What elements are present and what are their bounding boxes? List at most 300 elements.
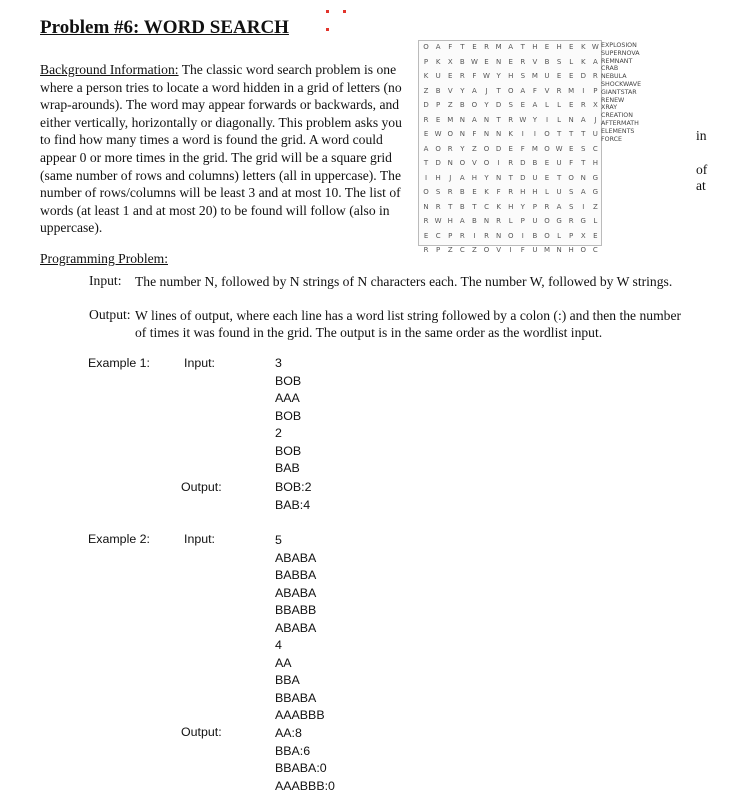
- grid-cell: B: [435, 86, 441, 95]
- grid-cell: U: [532, 217, 538, 226]
- grid-cell: R: [435, 202, 441, 211]
- grid-cell: U: [556, 188, 562, 197]
- grid-cell: R: [508, 188, 514, 197]
- example-line: AA:8: [275, 726, 302, 740]
- grid-cell: P: [423, 57, 429, 66]
- grid-cell: N: [495, 173, 502, 182]
- grid-cell: I: [545, 115, 549, 124]
- grid-cell: O: [544, 144, 550, 153]
- example-line: AA: [275, 655, 292, 670]
- example-line: BOB: [275, 408, 302, 423]
- grid-cell: B: [459, 188, 465, 197]
- grid-cell: O: [568, 173, 574, 182]
- grid-cell: L: [545, 188, 549, 197]
- grid-cell: H: [447, 217, 453, 226]
- grid-cell: B: [532, 231, 538, 240]
- example-1-output: [275, 479, 312, 514]
- example-line: BAB:4: [275, 497, 311, 512]
- output-label: Output:: [89, 307, 131, 322]
- puzzle-word: CREATION: [601, 112, 633, 120]
- grid-cell: A: [472, 115, 477, 124]
- grid-cell: U: [592, 130, 598, 139]
- grid-cell: B: [544, 57, 550, 66]
- example-2-input: [275, 532, 325, 725]
- example-line: 3: [275, 356, 282, 370]
- grid-cell: R: [496, 217, 502, 226]
- grid-cell: Y: [496, 72, 501, 81]
- example-line: 2: [275, 426, 282, 440]
- grid-cell: A: [459, 217, 465, 226]
- grid-cell: W: [434, 130, 442, 139]
- grid-cell: R: [423, 115, 429, 124]
- input-description: The number N, followed by N strings of N characters each. The number W, followed by W strings.: [135, 274, 673, 289]
- example-1-output-label: Output:: [181, 480, 222, 494]
- grid-cell: M: [447, 115, 454, 124]
- grid-cell: L: [557, 101, 562, 110]
- grid-cell: R: [520, 57, 526, 66]
- grid-cell: P: [532, 202, 537, 211]
- grid-cell: T: [460, 43, 465, 52]
- example-line: AAABBB: [275, 708, 325, 722]
- grid-cell: D: [520, 159, 526, 168]
- grid-cell: H: [435, 173, 441, 182]
- puzzle-word: XRAY: [601, 104, 618, 112]
- grid-cell: U: [532, 246, 538, 255]
- grid-cell: M: [531, 144, 538, 153]
- grid-cell: K: [580, 43, 586, 52]
- grid-cell: B: [472, 217, 477, 226]
- example-line: 4: [275, 638, 282, 652]
- grid-cell: K: [423, 72, 429, 81]
- grid-cell: Z: [447, 101, 453, 110]
- grid-cell: E: [508, 57, 513, 66]
- grid-row: [420, 156, 601, 171]
- grid-cell: T: [508, 173, 513, 182]
- grid-cell: C: [484, 202, 489, 211]
- grid-cell: V: [472, 159, 477, 168]
- grid-cell: I: [473, 231, 476, 240]
- puzzle-word-list: [601, 42, 671, 143]
- grid-cell: D: [495, 144, 502, 153]
- grid-cell: N: [447, 159, 453, 168]
- example-line: BBABA:0: [275, 761, 327, 775]
- grid-cell: N: [568, 115, 574, 124]
- example-line: BOB: [275, 373, 302, 388]
- grid-row: [420, 127, 601, 142]
- grid-cell: C: [435, 231, 441, 240]
- grid-cell: D: [435, 159, 441, 168]
- grid-cell: V: [496, 246, 501, 255]
- grid-cell: T: [556, 173, 562, 182]
- grid-cell: O: [544, 231, 550, 240]
- grid-cell: C: [459, 246, 465, 255]
- grid-cell: T: [496, 115, 501, 124]
- puzzle-word: FORCE: [601, 135, 623, 143]
- grid-cell: N: [580, 173, 586, 182]
- grid-cell: R: [508, 115, 514, 124]
- grid-cell: Z: [423, 86, 429, 95]
- grid-cell: E: [520, 101, 526, 110]
- example-2-output: [275, 725, 335, 795]
- grid-cell: R: [580, 101, 586, 110]
- grid-cell: S: [508, 101, 513, 110]
- grid-cell: A: [556, 202, 562, 211]
- grid-cell: R: [459, 231, 465, 240]
- margin-word: of: [696, 162, 708, 177]
- grid-cell: E: [484, 57, 489, 66]
- background-text: The classic word search problem is one where a person tries to locate a word hidden in a grid of letters (no wrap-arounds). The word may appear forwards or backwards, and either vertically, horizontally or diagonally. This problem asks you to find how many times a word is found the grid. A word could appear 0 or more times in the grid. The grid will be a square grid (same number of rows and columns) letters (all in uppercase). The number of rows/columns will be least 3 and at most 10. The list of words (at least 1 and at most 20) to be found will follow (also in uppercase).: [40, 62, 402, 236]
- puzzle-word: AFTERMATH: [601, 119, 639, 127]
- grid-cell: W: [470, 57, 478, 66]
- example-line: ABABA: [275, 585, 317, 600]
- example-line: BBA:6: [275, 743, 311, 758]
- grid-cell: E: [472, 188, 477, 197]
- grid-cell: X: [592, 101, 598, 110]
- grid-cell: T: [520, 43, 525, 52]
- grid-cell: W: [555, 144, 563, 153]
- grid-cell: D: [495, 101, 502, 110]
- grid-cell: R: [447, 144, 453, 153]
- grid-cell: N: [459, 130, 465, 139]
- example-line: AAABBB:0: [275, 778, 335, 793]
- grid-cell: E: [544, 43, 550, 52]
- grid-cell: Z: [592, 202, 598, 211]
- grid-cell: O: [459, 159, 466, 168]
- grid-cell: R: [484, 231, 489, 240]
- grid-cell: E: [593, 231, 598, 240]
- grid-cell: E: [508, 144, 513, 153]
- grid-cell: J: [449, 173, 452, 182]
- grid-cell: S: [520, 72, 526, 81]
- grid-cell: Y: [520, 202, 525, 211]
- grid-cell: W: [483, 72, 490, 81]
- grid-cell: N: [483, 115, 490, 124]
- grid-cell: L: [569, 57, 574, 66]
- grid-cell: R: [592, 72, 598, 81]
- grid-cell: E: [435, 115, 441, 124]
- grid-cell: W: [519, 115, 527, 124]
- grid-cell: R: [459, 72, 465, 81]
- example-line: BOB: [275, 443, 302, 458]
- grid-cell: I: [497, 159, 500, 168]
- grid-cell: R: [484, 43, 489, 52]
- grid-cell: Z: [472, 246, 477, 255]
- grid-cell: I: [533, 130, 536, 139]
- grid-row: [420, 200, 601, 215]
- grid-cell: Z: [447, 246, 453, 255]
- grid-cell: N: [423, 202, 429, 211]
- grid-cell: Z: [472, 144, 477, 153]
- background-lead: Background Information:: [40, 62, 179, 77]
- grid-cell: H: [520, 188, 526, 197]
- grid-cell: B: [459, 101, 465, 110]
- grid-cell: A: [532, 101, 538, 110]
- grid-cell: L: [545, 101, 549, 110]
- grid-cell: A: [459, 173, 465, 182]
- grid-row: [420, 55, 601, 70]
- puzzle-word: REMNANT: [601, 57, 633, 65]
- grid-cell: F: [472, 130, 477, 139]
- grid-cell: N: [495, 57, 502, 66]
- puzzle-word: RENEW: [601, 96, 625, 104]
- grid-cell: Y: [532, 115, 538, 124]
- grid-cell: O: [483, 159, 490, 168]
- grid-cell: X: [580, 231, 586, 240]
- grid-cell: C: [592, 246, 598, 255]
- puzzle-word: CRAB: [601, 65, 619, 73]
- grid-cell: D: [580, 72, 586, 81]
- example-1-input: [275, 355, 301, 478]
- grid-cell: W: [591, 43, 599, 52]
- grid-cell: O: [423, 188, 429, 197]
- grid-cell: H: [471, 173, 478, 182]
- grid-cell: T: [581, 159, 586, 168]
- grid-cell: K: [496, 202, 501, 211]
- grid-cell: N: [495, 130, 502, 139]
- grid-cell: A: [472, 86, 477, 95]
- grid-cell: I: [521, 231, 524, 240]
- grid-row: [420, 84, 601, 99]
- grid-cell: E: [568, 144, 574, 153]
- grid-cell: O: [507, 86, 514, 95]
- margin-word: in: [696, 128, 707, 143]
- grid-cell: L: [593, 217, 598, 226]
- grid-cell: V: [544, 86, 550, 95]
- grid-cell: E: [448, 72, 453, 81]
- grid-cell: S: [435, 188, 441, 197]
- grid-cell: M: [543, 246, 550, 255]
- grid-cell: H: [532, 188, 538, 197]
- grid-cell: K: [435, 57, 441, 66]
- example-1-label: Example 1:: [88, 356, 150, 370]
- grid-cell: J: [594, 115, 597, 124]
- grid-row: [420, 185, 601, 200]
- puzzle-word: NEBULA: [601, 73, 627, 81]
- grid-cell: A: [508, 43, 514, 52]
- grid-cell: A: [580, 188, 586, 197]
- grid-cell: H: [508, 72, 514, 81]
- grid-cell: P: [436, 101, 441, 110]
- grid-cell: S: [581, 144, 586, 153]
- grid-cell: V: [532, 57, 538, 66]
- grid-cell: L: [508, 217, 513, 226]
- grid-cell: A: [423, 144, 429, 153]
- puzzle-word: SHOCKWAVE: [601, 80, 642, 88]
- grid-cell: J: [485, 86, 488, 95]
- grid-row: [420, 69, 601, 84]
- margin-word: at: [696, 178, 706, 193]
- grid-cell: E: [556, 72, 562, 81]
- grid-cell: R: [556, 86, 562, 95]
- grid-cell: S: [568, 188, 574, 197]
- example-2-output-label: Output:: [181, 725, 222, 739]
- grid-cell: O: [544, 130, 550, 139]
- example-1-input-label: Input:: [184, 356, 216, 370]
- grid-row: [420, 243, 601, 258]
- grid-row: [420, 98, 601, 113]
- grid-cell: N: [495, 231, 502, 240]
- grid-cell: P: [593, 86, 598, 95]
- grid-cell: O: [544, 217, 550, 226]
- grid-cell: K: [484, 188, 489, 197]
- grid-cell: M: [568, 86, 575, 95]
- example-2-input-label: Input:: [184, 532, 216, 546]
- grid-cell: H: [508, 202, 514, 211]
- grid-cell: G: [592, 188, 599, 197]
- page-title: Problem #6: WORD SEARCH: [40, 17, 289, 38]
- grid-cell: H: [532, 43, 538, 52]
- grid-row: [420, 40, 601, 55]
- grid-cell: H: [568, 246, 574, 255]
- grid-row: [420, 214, 601, 229]
- puzzle-word: GIANTSTAR: [601, 88, 637, 96]
- grid-cell: U: [556, 159, 562, 168]
- grid-cell: I: [509, 246, 512, 255]
- grid-cell: Y: [460, 86, 465, 95]
- grid-cell: F: [569, 159, 574, 168]
- grid-cell: H: [592, 159, 598, 168]
- grid-cell: M: [495, 43, 502, 52]
- example-2-label: Example 2:: [88, 532, 150, 546]
- example-line: 5: [275, 533, 282, 547]
- grid-cell: F: [472, 72, 477, 81]
- grid-cell: E: [568, 101, 574, 110]
- grid-cell: I: [521, 130, 524, 139]
- grid-cell: N: [483, 130, 490, 139]
- grid-cell: A: [435, 43, 441, 52]
- grid-cell: S: [556, 57, 562, 66]
- grid-cell: C: [592, 144, 598, 153]
- grid-cell: E: [544, 173, 550, 182]
- grid-cell: T: [569, 130, 574, 139]
- grid-cell: B: [459, 57, 465, 66]
- grid-cell: P: [520, 217, 525, 226]
- grid-cell: Y: [484, 173, 489, 182]
- grid-row: [420, 142, 601, 157]
- background-paragraph: [40, 61, 410, 237]
- grid-cell: T: [496, 86, 501, 95]
- grid-cell: G: [556, 217, 562, 226]
- grid-cell: T: [556, 130, 562, 139]
- grid-cell: L: [557, 115, 562, 124]
- grid-cell: O: [580, 246, 587, 255]
- grid-cell: F: [520, 246, 525, 255]
- grid-cell: D: [423, 101, 429, 110]
- grid-cell: E: [423, 130, 429, 139]
- grid-cell: N: [459, 115, 465, 124]
- grid-cell: N: [483, 217, 490, 226]
- example-line: BABBA: [275, 568, 317, 582]
- grid-cell: D: [520, 173, 526, 182]
- grid-cell: E: [568, 43, 574, 52]
- grid-cell: K: [508, 130, 513, 139]
- grid-cell: I: [425, 173, 428, 182]
- example-line: BAB: [275, 461, 300, 475]
- grid-cell: S: [568, 202, 574, 211]
- grid-cell: M: [531, 72, 538, 81]
- grid-cell: V: [447, 86, 453, 95]
- puzzle-word: SUPERNOVA: [601, 49, 640, 57]
- grid-cell: R: [508, 159, 514, 168]
- grid-cell: A: [520, 86, 526, 95]
- grid-cell: T: [423, 159, 429, 168]
- grid-cell: X: [447, 57, 453, 66]
- grid-cell: E: [423, 231, 429, 240]
- example-line: BBABB: [275, 603, 317, 617]
- grid-cell: F: [532, 86, 537, 95]
- grid-cell: B: [532, 159, 538, 168]
- grid-row: [420, 171, 601, 186]
- grid-cell: T: [581, 130, 586, 139]
- grid-cell: A: [580, 115, 586, 124]
- programming-heading: Programming Problem:: [40, 251, 168, 266]
- example-line: BBABA: [275, 690, 317, 705]
- output-description: W lines of output, where each line has a word list string followed by a colon (:) and then the number of times it was found in the grid. The output is in the same order as the wordlist input.: [135, 308, 681, 340]
- grid-cell: T: [472, 202, 477, 211]
- grid-cell: U: [435, 72, 441, 81]
- grid-cell: E: [472, 43, 477, 52]
- grid-cell: W: [434, 217, 442, 226]
- header-accent-marks: [326, 0, 366, 3]
- grid-cell: U: [532, 173, 538, 182]
- grid-cell: P: [436, 246, 441, 255]
- grid-cell: O: [471, 101, 478, 110]
- grid-cell: E: [544, 159, 550, 168]
- example-line: AAA: [275, 391, 300, 405]
- grid-cell: I: [582, 202, 585, 211]
- example-line: ABABA: [275, 550, 317, 565]
- grid-cell: O: [483, 246, 490, 255]
- example-line: ABABA: [275, 620, 317, 635]
- grid-row: [420, 229, 601, 244]
- grid-cell: N: [556, 246, 562, 255]
- grid-cell: T: [448, 202, 453, 211]
- grid-cell: H: [556, 43, 562, 52]
- example-line: BOB:2: [275, 480, 312, 494]
- puzzle-word: ELEMENTS: [601, 127, 635, 135]
- grid-cell: E: [568, 72, 574, 81]
- grid-cell: U: [544, 72, 550, 81]
- grid-cell: P: [448, 231, 453, 240]
- letter-grid: [420, 40, 601, 258]
- grid-cell: F: [448, 43, 453, 52]
- grid-cell: O: [423, 43, 429, 52]
- grid-cell: F: [520, 144, 525, 153]
- grid-cell: F: [496, 188, 501, 197]
- grid-cell: A: [592, 57, 598, 66]
- grid-cell: O: [447, 130, 453, 139]
- grid-cell: B: [459, 202, 465, 211]
- grid-cell: Y: [484, 101, 489, 110]
- grid-cell: O: [435, 144, 441, 153]
- grid-cell: G: [580, 217, 586, 226]
- grid-cell: K: [580, 57, 586, 66]
- grid-cell: O: [507, 231, 514, 240]
- grid-cell: R: [423, 246, 429, 255]
- grid-cell: O: [483, 144, 490, 153]
- grid-cell: Y: [460, 144, 465, 153]
- grid-cell: R: [568, 217, 574, 226]
- grid-cell: P: [569, 231, 574, 240]
- grid-cell: L: [557, 231, 562, 240]
- grid-cell: R: [423, 217, 429, 226]
- example-line: BBA: [275, 673, 300, 687]
- grid-cell: R: [544, 202, 550, 211]
- input-label: Input:: [89, 273, 122, 288]
- grid-cell: R: [447, 188, 453, 197]
- grid-cell: G: [592, 173, 599, 182]
- grid-row: [420, 113, 601, 128]
